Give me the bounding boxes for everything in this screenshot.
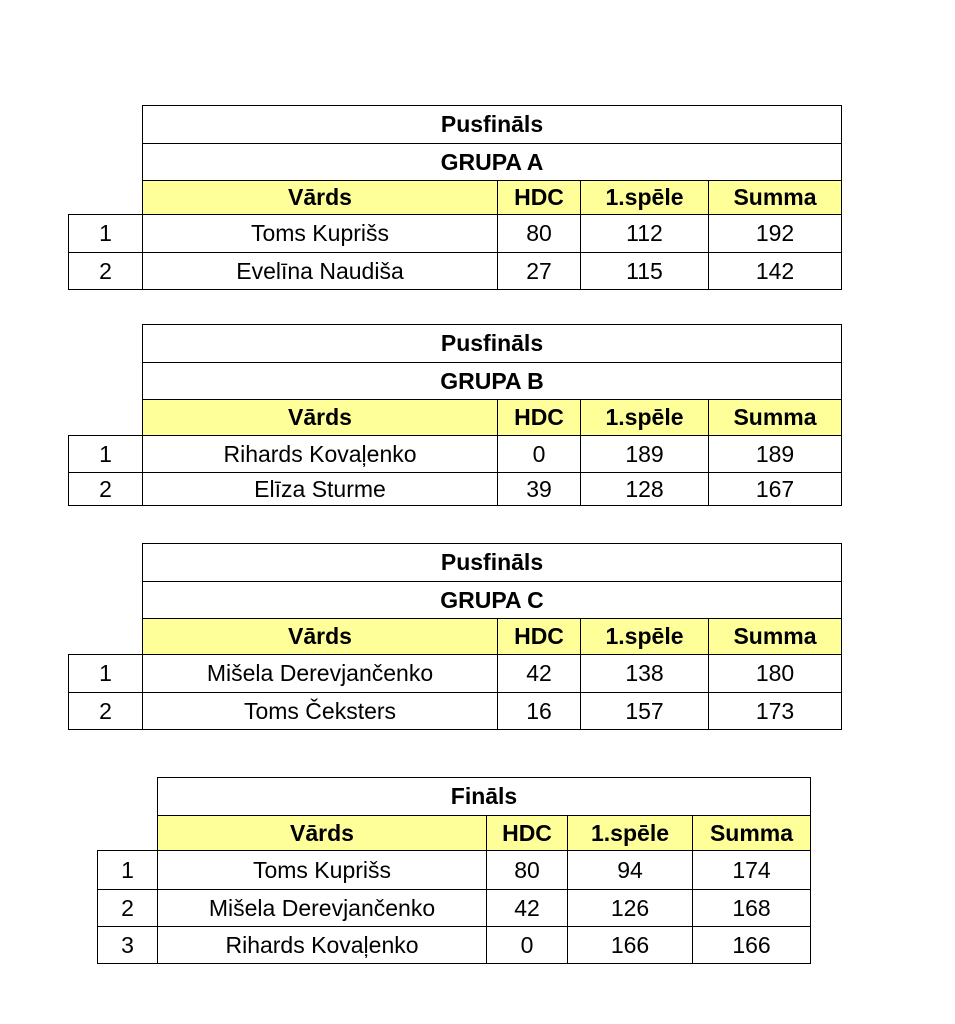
table-row xyxy=(69,436,842,473)
name-cell: Elīza Sturme xyxy=(143,473,498,506)
blank-cell xyxy=(69,144,143,181)
header-sum: Summa xyxy=(709,400,842,436)
sum-cell: 142 xyxy=(709,253,842,290)
table-title: Fināls xyxy=(158,778,811,816)
semifinal-group-b-table xyxy=(68,324,842,506)
hdc-cell: 80 xyxy=(498,215,581,253)
rank-cell: 2 xyxy=(69,473,143,506)
game-cell: 115 xyxy=(581,253,709,290)
header-name: Vārds xyxy=(143,400,498,436)
rank-cell: 2 xyxy=(98,890,158,927)
game-cell: 157 xyxy=(581,693,709,730)
blank-cell xyxy=(69,544,143,582)
hdc-cell: 39 xyxy=(498,473,581,506)
table-row xyxy=(98,851,811,890)
hdc-cell: 42 xyxy=(498,655,581,693)
group-title: GRUPA C xyxy=(143,582,842,619)
blank-cell xyxy=(69,582,143,619)
name-cell: Toms Kuprišs xyxy=(143,215,498,253)
rank-cell: 2 xyxy=(69,253,143,290)
header-sum: Summa xyxy=(693,816,811,851)
rank-cell: 1 xyxy=(69,655,143,693)
blank-cell xyxy=(98,778,158,816)
game-cell: 138 xyxy=(581,655,709,693)
name-cell: Toms Kuprišs xyxy=(158,851,487,890)
blank-cell xyxy=(69,181,143,215)
header-hdc: HDC xyxy=(498,619,581,655)
sum-cell: 166 xyxy=(693,927,811,964)
blank-cell xyxy=(69,325,143,363)
hdc-cell: 0 xyxy=(487,927,568,964)
table-row xyxy=(98,927,811,964)
game-cell: 112 xyxy=(581,215,709,253)
hdc-cell: 42 xyxy=(487,890,568,927)
table-row xyxy=(69,693,842,730)
sum-cell: 192 xyxy=(709,215,842,253)
game-cell: 189 xyxy=(581,436,709,473)
header-game: 1.spēle xyxy=(581,400,709,436)
rank-cell: 2 xyxy=(69,693,143,730)
rank-cell: 1 xyxy=(98,851,158,890)
name-cell: Rihards Kovaļenko xyxy=(143,436,498,473)
sum-cell: 180 xyxy=(709,655,842,693)
header-game: 1.spēle xyxy=(581,181,709,215)
semifinal-group-c-table xyxy=(68,543,842,730)
final-table xyxy=(97,777,811,964)
table-title: Pusfināls xyxy=(143,106,842,144)
header-name: Vārds xyxy=(143,181,498,215)
table-title: Pusfināls xyxy=(143,325,842,363)
table-row xyxy=(69,473,842,506)
header-name: Vārds xyxy=(143,619,498,655)
rank-cell: 3 xyxy=(98,927,158,964)
sum-cell: 189 xyxy=(709,436,842,473)
header-game: 1.spēle xyxy=(568,816,693,851)
hdc-cell: 16 xyxy=(498,693,581,730)
table-title: Pusfināls xyxy=(143,544,842,582)
game-cell: 126 xyxy=(568,890,693,927)
blank-cell xyxy=(69,619,143,655)
sum-cell: 174 xyxy=(693,851,811,890)
rank-cell: 1 xyxy=(69,215,143,253)
header-game: 1.spēle xyxy=(581,619,709,655)
group-title: GRUPA B xyxy=(143,363,842,400)
header-hdc: HDC xyxy=(498,400,581,436)
header-sum: Summa xyxy=(709,181,842,215)
hdc-cell: 0 xyxy=(498,436,581,473)
hdc-cell: 27 xyxy=(498,253,581,290)
blank-cell xyxy=(98,816,158,851)
sum-cell: 173 xyxy=(709,693,842,730)
name-cell: Mišela Derevjančenko xyxy=(143,655,498,693)
table-row xyxy=(69,253,842,290)
game-cell: 94 xyxy=(568,851,693,890)
sum-cell: 167 xyxy=(709,473,842,506)
game-cell: 128 xyxy=(581,473,709,506)
blank-cell xyxy=(69,106,143,144)
name-cell: Evelīna Naudiša xyxy=(143,253,498,290)
table-row xyxy=(69,215,842,253)
name-cell: Toms Čeksters xyxy=(143,693,498,730)
group-title: GRUPA A xyxy=(143,144,842,181)
header-sum: Summa xyxy=(709,619,842,655)
game-cell: 166 xyxy=(568,927,693,964)
rank-cell: 1 xyxy=(69,436,143,473)
table-row xyxy=(69,655,842,693)
blank-cell xyxy=(69,400,143,436)
name-cell: Mišela Derevjančenko xyxy=(158,890,487,927)
sum-cell: 168 xyxy=(693,890,811,927)
header-hdc: HDC xyxy=(498,181,581,215)
hdc-cell: 80 xyxy=(487,851,568,890)
header-name: Vārds xyxy=(158,816,487,851)
header-hdc: HDC xyxy=(487,816,568,851)
table-row xyxy=(98,890,811,927)
name-cell: Rihards Kovaļenko xyxy=(158,927,487,964)
blank-cell xyxy=(69,363,143,400)
semifinal-group-a-table xyxy=(68,105,842,290)
